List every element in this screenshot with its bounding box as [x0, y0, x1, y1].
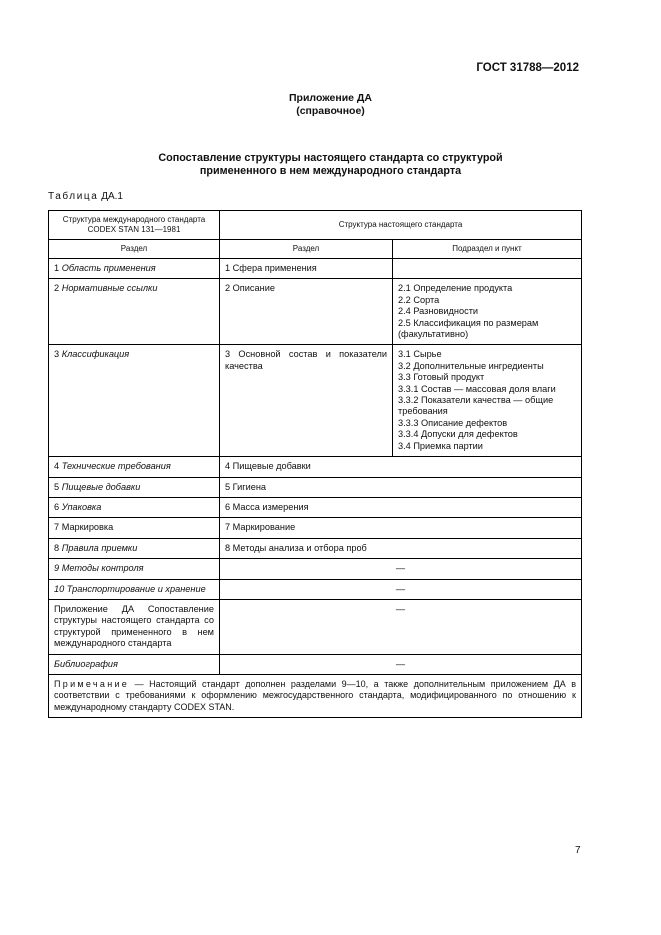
intl-section-cell — [49, 654, 220, 674]
section-number: 10 — [54, 583, 65, 594]
appendix-title: Приложение ДА — [289, 92, 372, 104]
intl-section-cell — [49, 538, 220, 558]
intl-section-cell — [49, 345, 220, 457]
subsection-item: 2.5 Классификация по размерам (факультативно) — [398, 317, 539, 340]
section-number: 3 — [54, 349, 60, 360]
table-row — [49, 279, 582, 345]
intl-section-cell — [49, 579, 220, 599]
comparison-table — [48, 210, 582, 718]
section-name: Классификация — [61, 349, 130, 360]
section-number: 2 — [54, 283, 60, 294]
subsection-item: 3.3.1 Состав — массовая доля влаги — [398, 383, 556, 394]
section-name: Приложение ДА Сопоставление структуры настоящего стандарта со структурой примененного в нем международного стандарта — [54, 603, 214, 649]
intl-section-cell — [49, 518, 220, 538]
table-note — [49, 674, 582, 718]
standard-designation: ГОСТ 31788—2012 — [476, 62, 579, 74]
subsection-item: 2.4 Разновидности — [398, 306, 479, 317]
this-section-cell: 4 Пищевые добавки — [220, 457, 582, 477]
document-title-line2: примененного в нем международного стандарта — [199, 165, 462, 177]
intl-section-cell — [49, 259, 220, 279]
section-name: Транспортирование и хранение — [66, 583, 206, 594]
table-header-row — [49, 211, 582, 240]
intl-section-cell — [49, 497, 220, 517]
section-number: 8 — [54, 542, 60, 553]
section-number: 7 — [54, 522, 60, 533]
section-number: 9 — [54, 563, 60, 574]
this-section-cell: — — [220, 654, 582, 674]
intl-section-cell — [49, 559, 220, 579]
table-row — [49, 579, 582, 599]
section-name: Технические требования — [61, 461, 171, 472]
header-intl-structure: Структура международного стандарта CODEX STAN 131—1981 — [49, 211, 220, 240]
table-row — [49, 654, 582, 674]
subsection-item: 3.4 Приемка партии — [398, 440, 483, 451]
intl-section-cell — [49, 279, 220, 345]
table-row — [49, 559, 582, 579]
this-section-cell: 6 Масса измерения — [220, 497, 582, 517]
this-section-cell: 2 Описание — [220, 279, 393, 345]
header-section-this: Раздел — [220, 240, 393, 259]
section-name: Пищевые добавки — [61, 481, 141, 492]
intl-section-cell — [49, 599, 220, 654]
table-row — [49, 477, 582, 497]
section-number: 5 — [54, 481, 60, 492]
intl-section-cell — [49, 477, 220, 497]
section-name: Правила приемки — [61, 542, 138, 553]
subsection-item: 2.1 Определение продукта — [398, 283, 513, 294]
this-section-cell: — — [220, 579, 582, 599]
this-section-cell: — — [220, 599, 582, 654]
section-name: Методы контроля — [61, 563, 144, 574]
subsection-item: 3.2 Дополнительные ингредиенты — [398, 360, 544, 371]
header-section-intl: Раздел — [49, 240, 220, 259]
subsection-item: 3.1 Сырье — [398, 349, 442, 360]
table-row — [49, 497, 582, 517]
section-name: Область применения — [61, 263, 156, 273]
subsection-item: 3.3.2 Показатели качества — общие требования — [398, 395, 554, 417]
table-caption-number: ДА.1 — [101, 191, 123, 202]
table-row — [49, 538, 582, 558]
this-section-cell: 1 Сфера применения — [220, 259, 393, 279]
table-row — [49, 518, 582, 538]
section-number: 1 — [54, 263, 60, 273]
this-section-cell: 7 Маркирование — [220, 518, 582, 538]
table-subheader-row — [49, 240, 582, 259]
table-note-row — [49, 674, 582, 718]
note-text: — Настоящий стандарт дополнен разделами 9—10, а также дополнительным приложением ДА в соответствии с требованиями к оформлению межгосударственного стандарта, модифицированного по отношению к международному стандарту CODEX STAN. — [54, 678, 576, 712]
subsection-cell — [393, 259, 582, 279]
subsection-item: 3.3.3 Описание дефектов — [398, 417, 508, 428]
table-caption — [48, 191, 123, 202]
intl-section-cell — [49, 457, 220, 477]
header-subsection: Подраздел и пункт — [393, 240, 582, 259]
table-row — [49, 259, 582, 279]
appendix-heading — [0, 92, 661, 118]
section-name: Маркировка — [61, 522, 114, 533]
subsection-item: 3.3 Готовый продукт — [398, 372, 485, 383]
page-number: 7 — [575, 845, 581, 856]
section-name: Нормативные ссылки — [61, 283, 158, 294]
this-section-cell: 3 Основной состав и показатели качества — [220, 345, 393, 457]
table-row — [49, 345, 582, 457]
subsection-cell — [393, 279, 582, 345]
document-title — [0, 152, 661, 178]
table-row — [49, 457, 582, 477]
subsection-cell — [393, 345, 582, 457]
subsection-item: 3.3.4 Допуски для дефектов — [398, 429, 518, 440]
table-caption-word: Таблица — [48, 191, 99, 202]
subsection-item: 2.2 Сорта — [398, 294, 440, 305]
header-this-structure: Структура настоящего стандарта — [220, 211, 582, 240]
note-label: Примечание — [54, 678, 130, 689]
document-title-line1: Сопоставление структуры настоящего стандарта со структурой — [158, 152, 503, 164]
section-name: Библиография — [54, 658, 118, 669]
this-section-cell: 5 Гигиена — [220, 477, 582, 497]
section-number: 4 — [54, 461, 60, 472]
table-row — [49, 599, 582, 654]
section-number: 6 — [54, 501, 60, 512]
appendix-subtitle: (справочное) — [296, 105, 365, 117]
section-name: Упаковка — [61, 501, 102, 512]
this-section-cell: 8 Методы анализа и отбора проб — [220, 538, 582, 558]
this-section-cell: — — [220, 559, 582, 579]
